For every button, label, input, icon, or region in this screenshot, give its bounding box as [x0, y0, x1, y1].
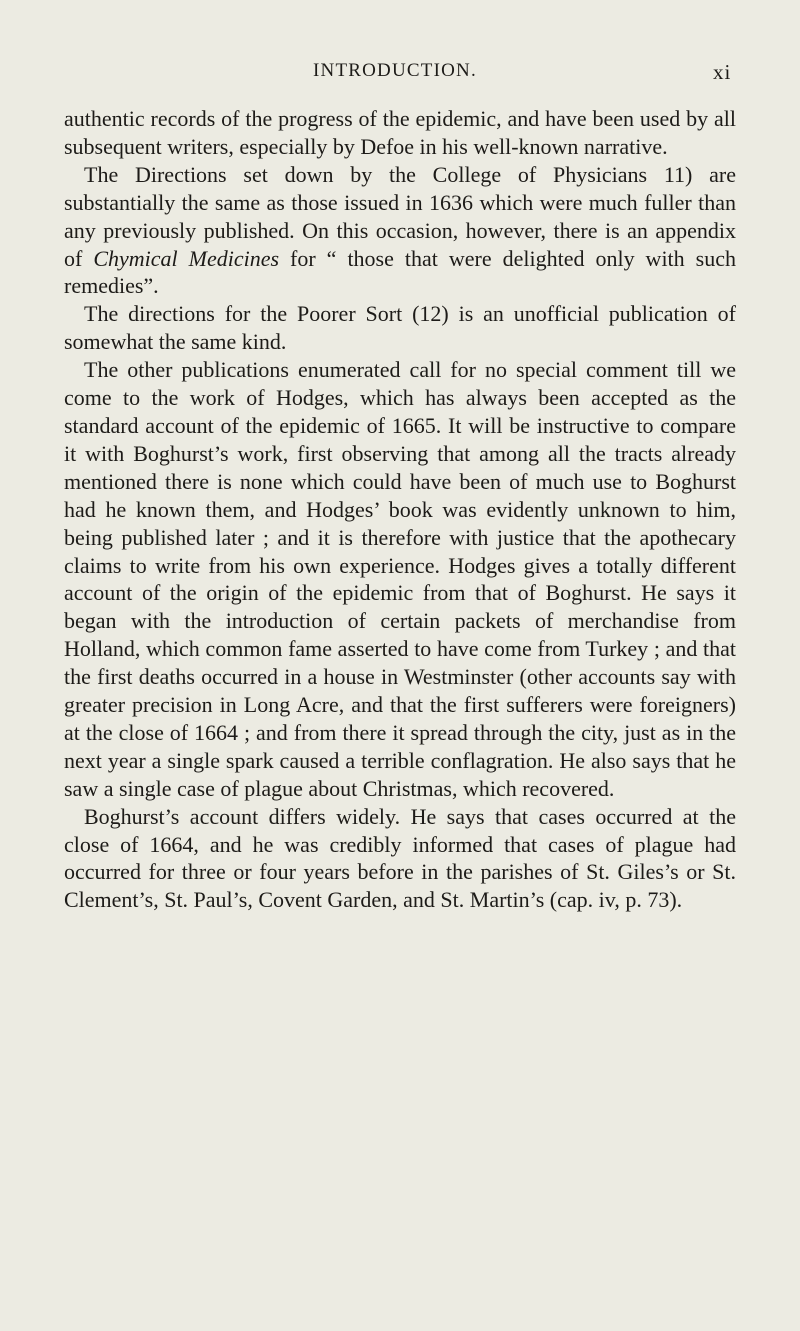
paragraph-2-italic-title: Chymical Medicines — [93, 245, 280, 271]
running-head: INTRODUCTION. — [313, 60, 477, 81]
page-header — [0, 60, 800, 90]
body-text — [64, 105, 736, 914]
page-number: xi — [713, 60, 732, 84]
paragraph-1: authentic records of the progress of the epidemic, and have been used by all subsequent writers, especially by Defoe in his well-known narrative. — [64, 106, 736, 159]
paragraph-2-text-b: for “ those that were delighted only with such remedies”. — [64, 245, 736, 299]
paragraph-2 — [64, 161, 736, 301]
paragraph-3: The directions for the Poorer Sort (12) is an unofficial publication of somewhat the same kind. — [64, 301, 736, 355]
paragraph-5: Boghurst’s account differs widely. He says that cases occurred at the close of 1664, and he was credibly informed that cases of plague had occurred for three or four years before in the parishes of St. Giles’s or St. Clement’s, St. Paul’s, Covent Garden, and St. Martin’s (cap. iv, p. 73). — [64, 803, 736, 913]
paragraph-4: The other publications enumerated call for no special comment till we come to the work of Hodges, which has always been accepted as the standard account of the epidemic of 1665. It will be instructive to compare it with Boghurst’s work, first observing that among all the tracts already mentioned there is none which could have been of much use to Boghurst had he known them, and Hodges’ book was evidently unknown to him, being published later ; and it is therefore with justice that the apothecary claims to write from his own experience. Hodges gives a totally different account of the origin of the epidemic from that of Boghurst. He says it began with the introduction of certain packets of merchandise from Holland, which common fame asserted to have come from Turkey ; and that the first deaths occurred in a house in Westminster (other accounts say with greater precision in Long Acre, and that the first sufferers were foreigners) at the close of 1664 ; and from there it spread through the city, just as in the next year a single spark caused a terrible conflagration. He also says that he saw a single case of plague about Christmas, which recovered. — [64, 357, 736, 801]
paragraph-2-text-a: The Directions set down by the College of Physicians 11) are substantially the same as those issued in 1636 which were much fuller than any previously published. On this occasion, however, there is an appendix of — [64, 161, 736, 271]
